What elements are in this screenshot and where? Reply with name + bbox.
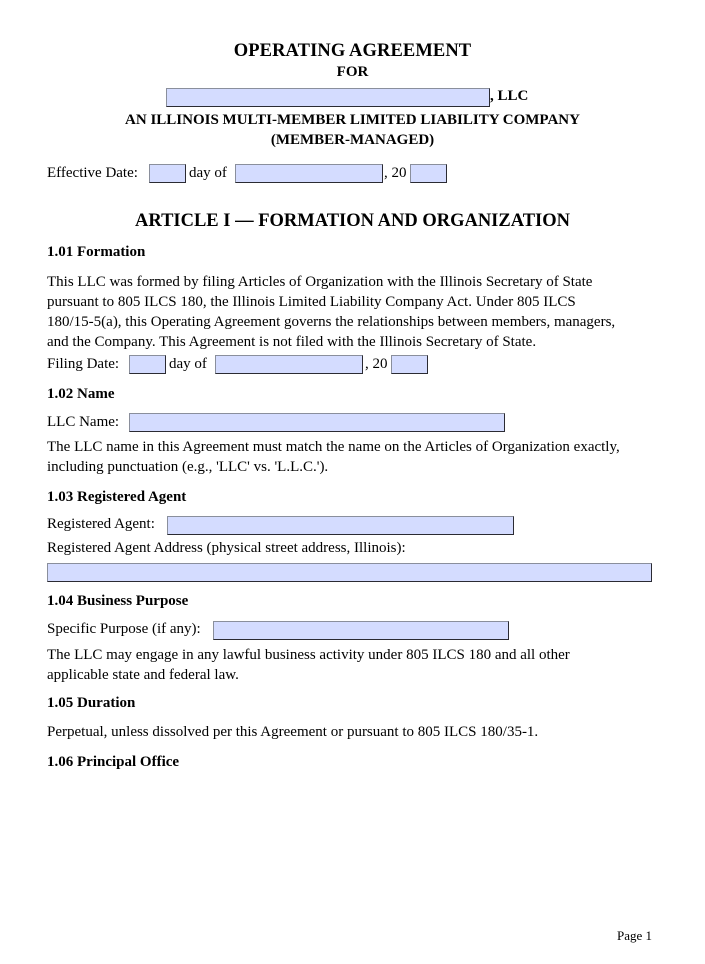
registered-agent-address-field[interactable] [47,563,652,582]
formation-paragraph [47,272,615,352]
page-number: Page 1 [617,928,653,943]
section-heading-name: 1.02 Name [47,386,115,402]
formation-line: 180/15-5(a), this Operating Agreement governs the relationships between members, managers, [47,314,616,330]
business-purpose-line: The LLC may engage in any lawful business activity under 805 ILCS 180 and all other [47,647,570,663]
header-llc-name-field[interactable] [166,88,490,107]
effective-date-year-prefix: , 20 [384,165,407,181]
filing-date-label: Filing Date: [47,356,120,372]
registered-agent-label: Registered Agent: [47,516,155,532]
section-heading-formation: 1.01 Formation [47,244,146,260]
business-purpose-line: applicable state and federal law. [47,667,239,683]
filing-date-year-field[interactable] [391,355,428,374]
document-for-label: FOR [336,64,369,80]
name-line: The LLC name in this Agreement must match the name on the Articles of Organization exactly, [47,439,620,455]
llc-name-label: LLC Name: [47,414,120,430]
article-title: ARTICLE I — FORMATION AND ORGANIZATION [135,211,570,231]
llc-name-field[interactable] [129,413,505,432]
effective-date-day-of-label: day of [189,165,227,181]
formation-line: This LLC was formed by filing Articles of Organization with the Illinois Secretary of State [47,274,593,290]
formation-line: and the Company. This Agreement is not filed with the Illinois Secretary of State. [47,334,537,350]
filing-date-day-field[interactable] [129,355,166,374]
effective-date-label: Effective Date: [47,165,138,181]
filing-date-year-prefix: , 20 [365,356,388,372]
filing-date-month-field[interactable] [215,355,363,374]
specific-purpose-label: Specific Purpose (if any): [47,621,201,637]
section-heading-business-purpose: 1.04 Business Purpose [47,593,189,609]
name-line: including punctuation (e.g., 'LLC' vs. 'L.L.C.'). [47,459,329,475]
effective-date-day-field[interactable] [149,164,186,183]
llc-suffix: , LLC [490,88,529,104]
section-heading-registered-agent: 1.03 Registered Agent [47,489,187,505]
name-paragraph [47,437,620,477]
registered-agent-field[interactable] [167,516,514,535]
duration-text: Perpetual, unless dissolved per this Agreement or pursuant to 805 ILCS 180/35-1. [47,724,539,740]
section-heading-principal-office: 1.06 Principal Office [47,754,180,770]
effective-date-month-field[interactable] [235,164,383,183]
filing-date-day-of-label: day of [169,356,207,372]
section-heading-duration: 1.05 Duration [47,695,136,711]
document-subtitle: AN ILLINOIS MULTI-MEMBER LIMITED LIABILITY COMPANY [125,112,580,128]
formation-line: pursuant to 805 ILCS 180, the Illinois Limited Liability Company Act. Under 805 ILCS [47,294,576,310]
management-type: (MEMBER-MANAGED) [270,132,435,148]
document-title: OPERATING AGREEMENT [233,41,472,61]
registered-agent-address-label: Registered Agent Address (physical street address, Illinois): [47,540,406,556]
business-purpose-paragraph [47,645,570,685]
specific-purpose-field[interactable] [213,621,509,640]
effective-date-year-field[interactable] [410,164,447,183]
